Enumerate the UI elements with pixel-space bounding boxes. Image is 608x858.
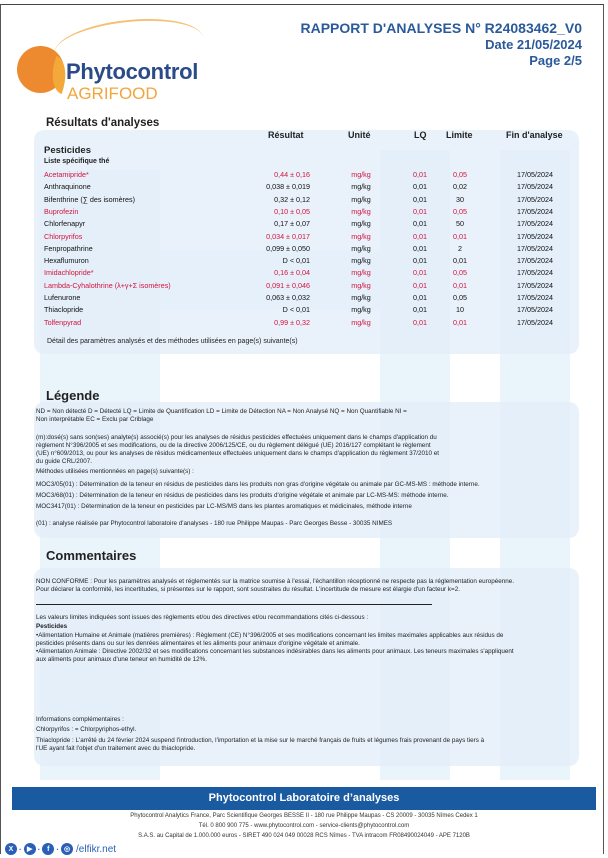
cell-date: 17/05/2024 — [517, 256, 553, 266]
cell-date: 17/05/2024 — [517, 280, 553, 290]
col-header-end-date: Fin d'analyse — [506, 130, 563, 140]
cell-name: Lambda-Cyhalothrine (λ+γ+Σ isomères) — [44, 280, 171, 290]
cell-limit: 0,02 — [453, 182, 467, 192]
table-row — [0, 207, 608, 219]
legend-m-note-2: règlement N°396/2005 et ses modifications, ou de la directive 2006/125/CE, ou du règlement délégué (UE) 2016/127 complétant le règlement — [36, 442, 431, 449]
logo-subtitle: AGRIFOOD — [67, 84, 158, 103]
cell-name: Hexaflumuron — [44, 256, 89, 266]
cell-limit: 0,05 — [453, 293, 467, 302]
info-line: Thiaclopride : L'arrêté du 24 février 2024 suspend l'introduction, l'importation et la mise sur le marché français de fruits et légumes frais provenant de pays tiers à — [36, 737, 485, 744]
method-line: MOC3417(01) : Détermination de la teneur en pesticides par LC-MS/MS dans les plantes aromatiques et médicinales, méthode interne — [36, 503, 412, 510]
subcategory-list: Liste spécifique thé — [44, 158, 110, 165]
legend-title: Légende — [46, 388, 100, 403]
cell-name: Buprofezin — [44, 206, 79, 216]
cell-lq: 0,01 — [413, 317, 427, 327]
info-title: Informations complémentaires : — [36, 716, 124, 723]
table-row — [0, 232, 608, 244]
cell-lq: 0,01 — [413, 231, 427, 241]
cell-unit: mg/kg — [351, 170, 371, 179]
legend-abbrev-1: ND = Non détecté D = Détecté LQ = Limite de Quantification LD = Limite de Détection NA = Non Analysé NQ = Non Quantifiable NI = — [36, 408, 407, 415]
cell-name: Chlorfenapyr — [44, 219, 86, 229]
cell-limit: 0,05 — [453, 268, 467, 278]
footer-banner: Phytocontrol Laboratoire d’analyses — [12, 787, 596, 810]
cell-name: Chlorpyrifos — [44, 231, 83, 241]
cell-name: Lufenurone — [44, 293, 81, 302]
limits-line: pesticides présents dans ou sur les denrées alimentaires et les aliments pour animaux d'origine végétale et animale. — [36, 640, 360, 647]
cell-name: Fenpropathrine — [44, 243, 93, 253]
col-header-result: Résultat — [268, 130, 304, 140]
results-title: Résultats d'analyses — [46, 117, 160, 129]
col-header-unit: Unité — [348, 130, 371, 140]
separator: · — [37, 844, 41, 854]
limits-line: •Alimentation Humaine et Animale (matières premières) : Règlement (CE) N°396/2005 et ses modifications concernant les limites maximales applicables aux résidus de — [36, 632, 504, 639]
watermark-social — [5, 842, 116, 856]
cell-limit: 0,01 — [453, 256, 467, 266]
table-row — [0, 170, 608, 182]
cell-result: D < 0,01 — [282, 305, 310, 315]
cell-date: 17/05/2024 — [517, 268, 553, 278]
cell-date: 17/05/2024 — [517, 317, 553, 327]
table-row — [0, 182, 608, 194]
separator: · — [19, 844, 22, 854]
cell-result: 0,99 ± 0,32 — [274, 317, 310, 327]
legend-m-note-4: du guide CRL/2007. — [36, 458, 93, 465]
limits-line: aux aliments pour animaux d'une teneur en humidité de 12%. — [36, 656, 207, 663]
footer-contact: Tél. 0 800 900 775 - www.phytocontrol.com - service-clients@phytocontrol.com — [198, 823, 410, 829]
cell-name: Anthraquinone — [44, 182, 91, 192]
cell-name: Imidachlopride* — [44, 268, 94, 278]
lab-note: (01) : analyse réalisée par Phytocontrol laboratoire d'analyses - 180 rue Philippe Maupas - Parc Georges Besse - 30035 NIMES — [36, 520, 393, 527]
phytocontrol-logo — [14, 18, 204, 103]
cell-date: 17/05/2024 — [517, 206, 553, 216]
cell-limit: 30 — [456, 194, 464, 204]
report-date: Date 21/05/2024 — [485, 37, 582, 52]
cell-lq: 0,01 — [413, 256, 427, 266]
divider — [36, 604, 432, 605]
cell-name: Acetamipride* — [44, 170, 89, 179]
cell-result: 0,17 ± 0,07 — [274, 219, 310, 229]
nonconform-line-1: NON CONFORME : Pour les paramètres analysés et réglementés sur la matrice soumise à l'essai, l'échantillon réceptionné ne respecte pas la réglementation européenne. — [36, 578, 515, 585]
cell-unit: mg/kg — [351, 280, 371, 290]
cell-date: 17/05/2024 — [517, 170, 553, 179]
cell-result: 0,099 ± 0,050 — [266, 243, 310, 253]
watermark-url[interactable]: /elfikr.net — [76, 843, 117, 855]
legend-m-note-1: (m):dosé(s) sans son(ses) analyte(s) associé(s) pour les analyses de résidus pesticides effectuées uniquement dans le champs d'application du — [36, 434, 437, 441]
category-pesticides: Pesticides — [44, 145, 91, 156]
col-header-lq: LQ — [414, 130, 427, 140]
cell-result: 0,44 ± 0,16 — [274, 170, 310, 179]
cell-lq: 0,01 — [413, 243, 427, 253]
table-row — [0, 318, 608, 330]
cell-unit: mg/kg — [351, 219, 371, 229]
cell-lq: 0,01 — [413, 219, 427, 229]
report-title: RAPPORT D'ANALYSES N° R24083462_V0 — [300, 20, 582, 36]
footer-legal: S.A.S. au Capital de 1.000.000 euros - SIRET 490 024 049 00028 RCS Nîmes - TVA intracom FR08490024049 - APE 7120B — [138, 833, 470, 839]
x-icon[interactable]: X — [5, 843, 17, 855]
cell-unit: mg/kg — [351, 268, 371, 278]
cell-limit: 0,01 — [453, 280, 467, 290]
comments-title: Commentaires — [46, 548, 137, 563]
cell-unit: mg/kg — [351, 293, 371, 302]
cell-unit: mg/kg — [351, 194, 371, 204]
nonconform-line-2: Pour déclarer la conformité, les incertitudes, si présentes sur le rapport, sont soustraites du résultat. L'incertitude de mesure est élargie d'un facteur k=2. — [36, 586, 460, 593]
cell-result: 0,091 ± 0,046 — [266, 280, 310, 290]
cell-unit: mg/kg — [351, 206, 371, 216]
facebook-icon[interactable]: f — [42, 843, 54, 855]
cell-lq: 0,01 — [413, 194, 427, 204]
report-page: Page 2/5 — [529, 53, 582, 68]
cell-date: 17/05/2024 — [517, 231, 553, 241]
cell-lq: 0,01 — [413, 280, 427, 290]
footer-address: Phytocontrol Analytics France, Parc Scientifique Georges BESSE II - 180 rue Philippe Maupas - CS 20009 - 30035 Nîmes Cedex 1 — [130, 813, 478, 819]
cell-result: 0,034 ± 0,017 — [266, 231, 310, 241]
cell-lq: 0,01 — [413, 268, 427, 278]
legend-m-note-3: (UE) n°609/2013, ou pour les analyses de résidus médicamenteux effectuées uniquement dans le champs d'application du règlement 37/2010 et — [36, 450, 440, 457]
cell-lq: 0,01 — [413, 206, 427, 216]
cell-lq: 0,01 — [413, 305, 427, 315]
cell-result: 0,32 ± 0,12 — [274, 194, 310, 204]
cell-date: 17/05/2024 — [517, 243, 553, 253]
logo-name: Phytocontrol — [66, 59, 199, 84]
table-row — [0, 195, 608, 207]
limits-line: •Alimentation Animale : Directive 2002/32 et ses modifications concernant les substances indésirables dans les aliments pour animaux. Les teneurs maximales s'appliquent — [36, 648, 514, 655]
detail-note: Détail des paramètres analysés et des méthodes utilisées en page(s) suivante(s) — [47, 338, 298, 345]
cell-result: 0,10 ± 0,05 — [274, 206, 310, 216]
col-header-limit: Limite — [446, 130, 473, 140]
separator: · — [56, 844, 60, 854]
cell-date: 17/05/2024 — [517, 182, 553, 192]
youtube-icon[interactable]: ▶ — [24, 843, 36, 855]
cell-lq: 0,01 — [413, 170, 427, 179]
cell-limit: 0,01 — [453, 231, 467, 241]
method-line: MOC3/05(01) : Détermination de la teneur en résidus de pesticides dans les produits non gras d'origine végétale ou animale par GC-MS-MS : méthode interne. — [36, 481, 480, 488]
table-row — [0, 293, 608, 305]
table-row — [0, 244, 608, 256]
methods-title: Méthodes utilisées mentionnées en page(s) suivante(s) : — [36, 468, 194, 475]
limits-intro: Les valeurs limites indiquées sont issues des règlements et/ou des directives et/ou recommandations cités ci-dessous : — [36, 614, 369, 621]
cell-lq: 0,01 — [413, 182, 427, 192]
cell-limit: 0,05 — [453, 206, 467, 216]
cell-unit: mg/kg — [351, 243, 371, 253]
cell-limit: 50 — [456, 219, 464, 229]
cell-name: Tolfenpyrad — [44, 317, 82, 327]
table-row — [0, 281, 608, 293]
cell-limit: 10 — [456, 305, 464, 315]
cell-unit: mg/kg — [351, 317, 371, 327]
cell-lq: 0,01 — [413, 293, 427, 302]
cell-unit: mg/kg — [351, 182, 371, 192]
cell-date: 17/05/2024 — [517, 293, 553, 302]
info-line: l'UE ayant fait l'objet d'un traitement avec du thiaclopride. — [36, 745, 196, 752]
table-row — [0, 305, 608, 317]
report-header — [300, 20, 582, 69]
cell-result: D < 0,01 — [282, 256, 310, 266]
cell-unit: mg/kg — [351, 256, 371, 266]
legend-abbrev-2: Non interprétable EC = Exclu par Criblage — [36, 416, 154, 423]
cell-unit: mg/kg — [351, 231, 371, 241]
cell-limit: 2 — [458, 243, 462, 253]
table-row — [0, 268, 608, 280]
cell-unit: mg/kg — [351, 305, 371, 315]
method-line: MOC3/68(01) : Détermination de la teneur en résidus de pesticides dans les produits d'origine végétale et animale par LC-MS-MS: méthode interne. — [36, 492, 449, 499]
info-line: Chlorpyrifos : = Chlorpyriphos-ethyl. — [36, 726, 137, 733]
web-icon[interactable]: ◎ — [61, 843, 73, 855]
cell-result: 0,038 ± 0,019 — [266, 182, 310, 192]
cell-date: 17/05/2024 — [517, 194, 553, 204]
cell-name: Bifenthrine (∑ des isomères) — [44, 194, 136, 204]
table-row — [0, 219, 608, 231]
cell-date: 17/05/2024 — [517, 305, 553, 315]
cell-date: 17/05/2024 — [517, 219, 553, 229]
cell-name: Thiaclopride — [44, 305, 84, 315]
cell-result: 0,16 ± 0,04 — [274, 268, 310, 278]
limits-category: Pesticides — [36, 623, 68, 630]
cell-limit: 0,01 — [453, 317, 467, 327]
table-row — [0, 256, 608, 268]
cell-result: 0,063 ± 0,032 — [266, 293, 310, 302]
cell-limit: 0,05 — [453, 170, 467, 179]
